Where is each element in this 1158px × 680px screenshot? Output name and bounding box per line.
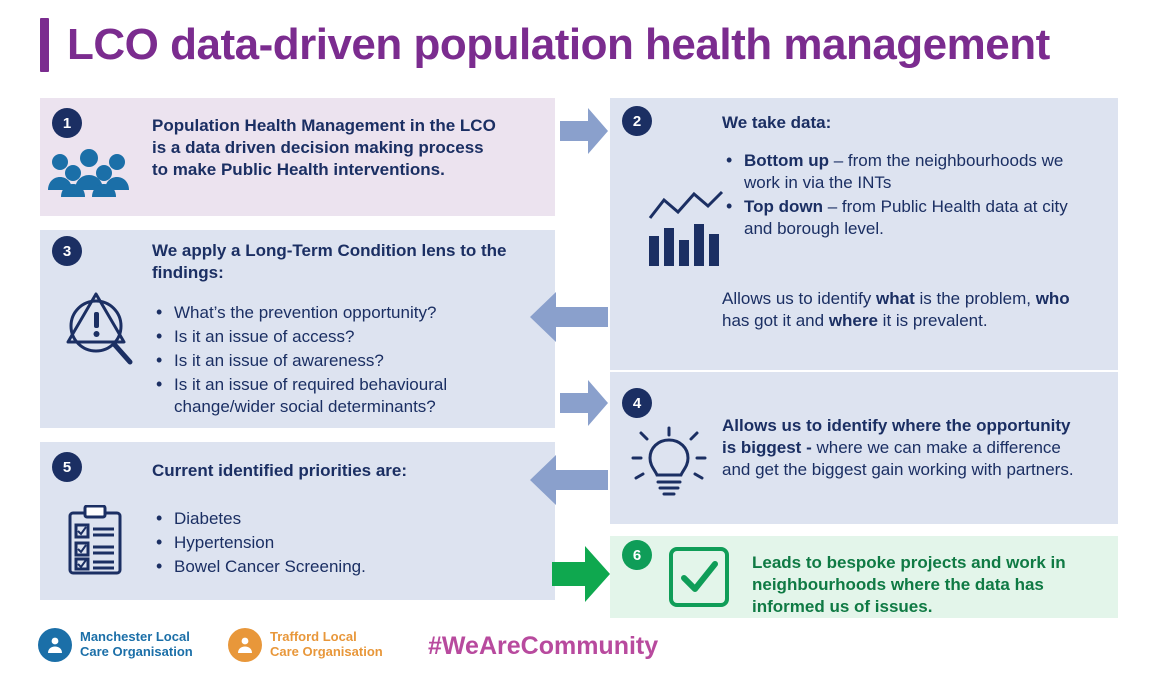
people-group-icon — [46, 148, 132, 203]
list-item: • Is it an issue of awareness? — [152, 350, 532, 372]
magnifier-alert-icon — [58, 288, 136, 373]
closing-part-5: where — [828, 311, 878, 331]
list-item: • Hypertension — [152, 532, 502, 554]
bar-line-chart-icon — [646, 190, 726, 275]
step-4-lead: Allows us to identify where the opportunity is biggest - — [722, 416, 1071, 458]
trafford-lco-logo-mark — [228, 628, 262, 662]
step-4-text — [722, 415, 1088, 481]
step-1-text: Population Health Management in the LCO is a data driven decision making process to make Public Health interventions. — [152, 116, 496, 179]
closing-part-6: it is prevalent. — [877, 311, 988, 331]
step-3-heading: We apply a Long-Term Condition lens to the findings: — [152, 241, 507, 282]
closing-part-0: Allows us to identify — [722, 289, 877, 308]
list-item — [722, 150, 1088, 194]
bullet-lead: Bottom up — [744, 151, 829, 170]
title-accent-bar — [40, 18, 49, 72]
list-item: • Is it an issue of required behavioural change/wider social determinants? — [152, 374, 532, 418]
lightbulb-icon — [628, 424, 710, 511]
step-6-badge: 6 — [622, 540, 652, 570]
manchester-lco-logo-mark — [38, 628, 72, 662]
step-1-badge: 1 — [52, 108, 82, 138]
list-item: • What’s the prevention opportunity? — [152, 302, 532, 324]
step-2-heading: We take data: — [722, 113, 832, 132]
page-title — [40, 18, 1050, 72]
step-4-badge: 4 — [622, 388, 652, 418]
trafford-lco-logo — [228, 628, 383, 662]
step-3-badge: 3 — [52, 236, 82, 266]
bullet-lead: Top down — [744, 197, 823, 217]
closing-part-1: what — [876, 289, 915, 308]
manchester-lco-logo — [38, 628, 193, 662]
step-5-badge: 5 — [52, 452, 82, 482]
list-item: • Is it an issue of access? — [152, 326, 532, 348]
check-box-icon — [668, 546, 730, 613]
bullet-rest: – from the neighbourhoods we work in via the INTs — [744, 151, 1064, 193]
arrow-step2-to-step3 — [530, 292, 608, 347]
step-2-bullet-list — [722, 150, 1088, 242]
arrow-step5-to-step6 — [552, 546, 610, 607]
trafford-lco-line1: Trafford Local — [270, 629, 357, 645]
list-item: • Bowel Cancer Screening. — [152, 556, 502, 578]
trafford-lco-logo-text — [270, 630, 383, 660]
trafford-lco-line2: Care Organisation — [270, 644, 383, 659]
arrow-step4-to-step5 — [530, 455, 608, 510]
bullet-rest: – from Public Health data at city and borough level. — [744, 197, 1068, 239]
manchester-lco-line1: Manchester Local — [80, 629, 190, 645]
closing-part-4: has got it and — [722, 311, 829, 331]
arrow-step3-to-step4 — [560, 380, 608, 431]
list-item: • Diabetes — [152, 508, 502, 530]
step-2-badge: 2 — [622, 106, 652, 136]
manchester-lco-logo-text — [80, 630, 193, 660]
step-3-bullet-list — [152, 302, 532, 420]
clipboard-checklist-icon — [66, 505, 124, 582]
step-4-rest: where we can make a difference and get the biggest gain working with partners. — [722, 438, 1074, 480]
step-6-text: Leads to bespoke projects and work in neighbourhoods where the data has informed us of issues. — [752, 553, 1066, 616]
list-item — [722, 196, 1088, 240]
hashtag-we-are-community: #WeAreCommunity — [428, 632, 659, 660]
page-title-text: LCO data-driven population health management — [67, 20, 1050, 69]
arrow-step1-to-step2 — [560, 108, 608, 159]
step-2-closing-text — [722, 288, 1082, 332]
closing-part-3: who — [1035, 289, 1070, 308]
step-5-heading: Current identified priorities are: — [152, 461, 408, 480]
manchester-lco-line2: Care Organisation — [80, 644, 193, 659]
closing-part-2: is the problem, — [914, 289, 1036, 308]
step-5-bullet-list — [152, 508, 502, 580]
